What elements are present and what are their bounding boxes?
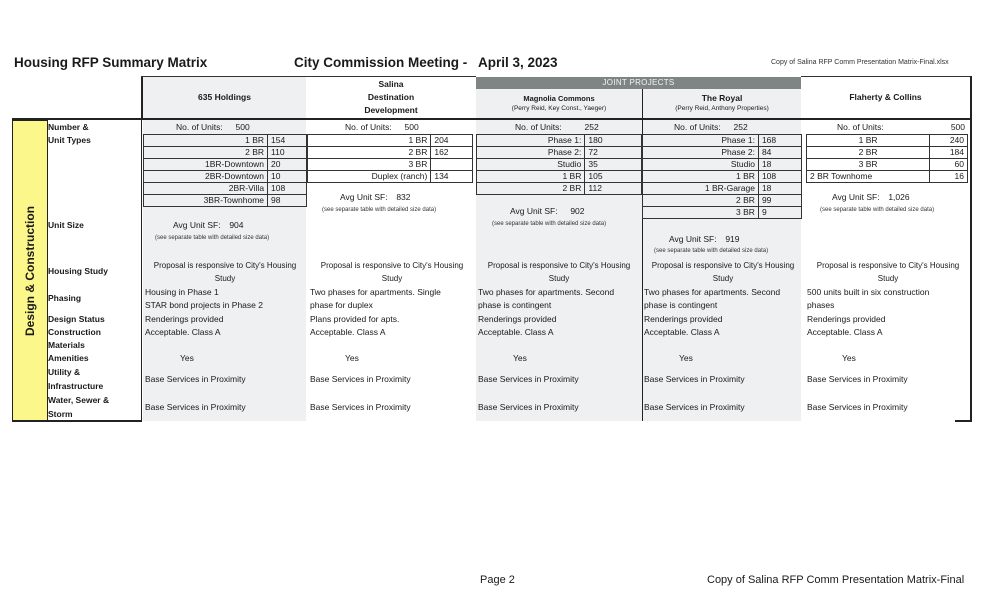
header-filename: Copy of Salina RFP Comm Presentation Matrix-Final.xlsx — [771, 59, 949, 66]
housing-study-cell — [644, 260, 802, 285]
design-status-cell: Renderings provided — [807, 314, 886, 324]
phasing-cell — [478, 286, 614, 311]
units-total — [674, 121, 748, 133]
unit-type-row — [643, 147, 802, 159]
footer-filename: Copy of Salina RFP Comm Presentation Matrix-Final — [707, 574, 965, 586]
unit-type-row — [807, 159, 968, 171]
unit-type-name: Studio — [643, 159, 759, 171]
unit-type-name: Phase 1: — [643, 135, 759, 147]
unit-type-row — [643, 195, 802, 207]
cell-line: Proposal is responsive to City's Housing — [651, 261, 795, 270]
units-value: 500 — [950, 122, 965, 132]
unit-type-row — [643, 135, 802, 147]
unit-types-table-magnolia — [476, 134, 642, 195]
units-total — [837, 121, 965, 133]
cell-line: phase is contingent — [644, 299, 718, 310]
unit-types-table-635 — [143, 134, 307, 207]
column-header-the-royal — [643, 89, 801, 118]
unit-type-name: 1 BR — [643, 171, 759, 183]
avg-label: Avg Unit SF: — [510, 206, 558, 216]
utility-cell: Base Services in Proximity — [310, 374, 411, 384]
unit-type-name: 1 BR — [144, 135, 268, 147]
avg-unit-sf — [669, 233, 740, 245]
column-partners: (Perry Reid, Anthony Properties) — [675, 105, 769, 112]
amenities-cell: Yes — [513, 353, 527, 363]
unit-type-row — [308, 135, 473, 147]
avg-label: Avg Unit SF: — [669, 234, 717, 244]
unit-type-count: 84 — [758, 147, 801, 159]
section-label: Design & Construction — [23, 205, 37, 337]
units-label: No. of Units: — [674, 122, 721, 132]
unit-type-row — [144, 183, 307, 195]
row-label-water-sewer: Water, Sewer & — [48, 395, 110, 405]
meeting-label: City Commission Meeting - — [294, 55, 468, 70]
size-note: (see separate table with detailed size data) — [155, 235, 270, 241]
unit-type-count: 99 — [758, 195, 801, 207]
row-label-number: Number & — [48, 122, 89, 132]
row-label-construction: Construction — [48, 327, 101, 337]
column-header-flaherty-collins — [801, 77, 970, 118]
column-name: Magnolia Commons — [523, 94, 595, 103]
size-note: (see separate table with detailed size data) — [322, 207, 437, 213]
unit-type-count: 112 — [585, 183, 642, 195]
amenities-cell: Yes — [345, 353, 359, 363]
unit-type-name: 3 BR — [308, 159, 431, 171]
column-name-line: Salina — [378, 79, 404, 89]
avg-label: Avg Unit SF: — [340, 192, 388, 202]
unit-type-count: 20 — [268, 159, 307, 171]
row-label-design-status: Design Status — [48, 314, 105, 324]
cell-line: Proposal is responsive to City's Housing — [320, 261, 464, 270]
unit-type-name: Studio — [477, 159, 585, 171]
unit-type-name: 2BR-Downtown — [144, 171, 268, 183]
cell-line: Study — [877, 273, 899, 283]
unit-type-row — [643, 159, 802, 171]
avg-value: 1,026 — [888, 192, 910, 202]
unit-type-count: 110 — [268, 147, 307, 159]
right-rule — [970, 120, 972, 422]
unit-type-row — [477, 171, 642, 183]
cell-line: Study — [214, 273, 236, 283]
unit-type-row — [807, 147, 968, 159]
row-label-housing-study: Housing Study — [48, 266, 108, 276]
document-title: Housing RFP Summary Matrix — [14, 55, 208, 70]
unit-type-count: 16 — [930, 171, 968, 183]
design-status-cell: Plans provided for apts. — [310, 314, 400, 324]
row-label-materials: Materials — [48, 340, 85, 350]
row-label-utility: Utility & — [48, 367, 81, 377]
housing-study-cell — [478, 260, 640, 285]
divider — [970, 76, 972, 120]
units-total — [345, 121, 419, 133]
utility-cell: Base Services in Proximity — [145, 374, 246, 384]
unit-type-name: Duplex (ranch) — [308, 171, 431, 183]
cell-line: Proposal is responsive to City's Housing — [816, 261, 960, 270]
phasing-cell — [807, 286, 929, 311]
housing-study-cell — [807, 260, 969, 285]
column-header-salina-destination — [306, 77, 476, 118]
cell-line: Study — [381, 273, 403, 283]
unit-type-count: 72 — [585, 147, 642, 159]
construction-cell: Acceptable. Class A — [310, 327, 386, 337]
water-cell: Base Services in Proximity — [478, 402, 579, 412]
unit-type-count: 60 — [930, 159, 968, 171]
phasing-cell — [145, 286, 263, 311]
avg-unit-sf — [510, 205, 585, 217]
cell-line: STAR bond projects in Phase 2 — [145, 299, 263, 310]
unit-type-name: 2 BR — [308, 147, 431, 159]
units-value: 500 — [235, 122, 250, 132]
corner-rule — [955, 420, 972, 422]
cell-line: phase for duplex — [310, 299, 373, 310]
unit-types-table-royal — [642, 134, 802, 219]
construction-cell: Acceptable. Class A — [145, 327, 221, 337]
water-cell: Base Services in Proximity — [644, 402, 745, 412]
water-cell: Base Services in Proximity — [145, 402, 246, 412]
bottom-rule — [12, 420, 142, 422]
unit-type-row — [477, 183, 642, 195]
unit-type-row — [477, 159, 642, 171]
unit-type-row — [643, 183, 802, 195]
unit-type-count: 105 — [585, 171, 642, 183]
units-value: 252 — [733, 122, 748, 132]
unit-type-name: 2 BR — [643, 195, 759, 207]
unit-type-row — [144, 195, 307, 207]
column-header-magnolia-commons — [476, 89, 642, 118]
section-design-construction — [12, 120, 48, 422]
unit-type-row — [807, 171, 968, 183]
housing-study-cell — [145, 260, 305, 285]
phasing-cell — [644, 286, 780, 311]
cell-line: phases — [807, 299, 835, 310]
unit-type-count: 168 — [758, 135, 801, 147]
unit-type-row — [477, 135, 642, 147]
avg-value: 919 — [725, 234, 740, 244]
unit-type-count: 240 — [930, 135, 968, 147]
column-name: Flaherty & Collins — [849, 92, 922, 102]
units-label: No. of Units: — [515, 122, 562, 132]
unit-type-name: 3BR-Townhome — [144, 195, 268, 207]
cell-line: phase is contingent — [478, 299, 552, 310]
units-label: No. of Units: — [345, 122, 392, 132]
unit-types-table-salina — [307, 134, 473, 183]
unit-type-name: Phase 2: — [477, 147, 585, 159]
unit-type-name: 2 BR — [807, 147, 930, 159]
unit-type-count — [431, 159, 473, 171]
avg-value: 832 — [396, 192, 411, 202]
joint-projects-banner: JOINT PROJECTS — [476, 77, 801, 89]
water-cell: Base Services in Proximity — [310, 402, 411, 412]
unit-type-count: 108 — [268, 183, 307, 195]
utility-cell: Base Services in Proximity — [478, 374, 579, 384]
row-label-amenities: Amenities — [48, 353, 89, 363]
unit-type-name: 1 BR-Garage — [643, 183, 759, 195]
unit-type-count: 204 — [431, 135, 473, 147]
unit-type-name: 2 BR — [144, 147, 268, 159]
construction-cell: Acceptable. Class A — [644, 327, 720, 337]
unit-type-count: 154 — [268, 135, 307, 147]
unit-type-name: 2BR-Villa — [144, 183, 268, 195]
cell-line: Two phases for apartments. Second — [644, 287, 781, 297]
unit-type-count: 35 — [585, 159, 642, 171]
unit-type-count: 162 — [431, 147, 473, 159]
unit-type-count: 180 — [585, 135, 642, 147]
unit-type-count: 184 — [930, 147, 968, 159]
unit-type-name: 1 BR — [477, 171, 585, 183]
column-name-line: Development — [364, 105, 418, 115]
housing-study-cell — [310, 260, 474, 285]
amenities-cell: Yes — [180, 353, 194, 363]
utility-cell: Base Services in Proximity — [807, 374, 908, 384]
cell-line: Proposal is responsive to City's Housing — [153, 261, 297, 270]
unit-type-name: Phase 1: — [477, 135, 585, 147]
unit-type-row — [807, 135, 968, 147]
unit-type-row — [144, 135, 307, 147]
column-partners: (Perry Reid, Key Const., Yaeger) — [511, 105, 607, 112]
unit-type-row — [144, 159, 307, 171]
cell-line: Study — [548, 273, 570, 283]
unit-type-row — [144, 171, 307, 183]
avg-unit-sf — [340, 191, 411, 203]
unit-type-count: 9 — [758, 207, 801, 219]
row-label-unit-size: Unit Size — [48, 220, 84, 230]
construction-cell: Acceptable. Class A — [807, 327, 883, 337]
design-status-cell: Renderings provided — [145, 314, 224, 324]
amenities-cell: Yes — [679, 353, 693, 363]
row-label-infrastructure: Infrastructure — [48, 381, 104, 391]
column-header-635-holdings — [143, 77, 306, 118]
units-total — [515, 121, 599, 133]
design-status-cell: Renderings provided — [478, 314, 557, 324]
row-label-unit-types: Unit Types — [48, 135, 91, 145]
unit-type-name: 1 BR — [308, 135, 431, 147]
unit-type-row — [308, 159, 473, 171]
construction-cell: Acceptable. Class A — [478, 327, 554, 337]
unit-type-count: 18 — [758, 159, 801, 171]
unit-type-count: 18 — [758, 183, 801, 195]
cell-line: Two phases for apartments. Single — [310, 287, 441, 297]
amenities-cell: Yes — [842, 353, 856, 363]
unit-type-row — [643, 207, 802, 219]
phasing-cell — [310, 286, 441, 311]
units-label: No. of Units: — [837, 122, 884, 132]
unit-type-name: 2 BR Townhome — [807, 171, 930, 183]
unit-type-name: 3 BR — [807, 159, 930, 171]
unit-type-row — [144, 147, 307, 159]
unit-type-count: 108 — [758, 171, 801, 183]
avg-unit-sf — [832, 191, 910, 203]
column-name-line: Destination — [367, 92, 415, 102]
header-bottom-rule — [12, 118, 972, 120]
units-value: 252 — [584, 122, 599, 132]
avg-value: 902 — [570, 206, 585, 216]
units-total — [176, 121, 250, 133]
cell-line: Housing in Phase 1 — [145, 287, 219, 297]
avg-label: Avg Unit SF: — [173, 220, 221, 230]
meeting-date: April 3, 2023 — [478, 55, 558, 70]
unit-type-name: 3 BR — [643, 207, 759, 219]
unit-type-name: Phase 2: — [643, 147, 759, 159]
unit-type-row — [477, 147, 642, 159]
row-label-storm: Storm — [48, 409, 73, 419]
unit-type-name: 1BR-Downtown — [144, 159, 268, 171]
unit-type-count: 10 — [268, 171, 307, 183]
units-label: No. of Units: — [176, 122, 223, 132]
cell-line: Proposal is responsive to City's Housing — [487, 261, 631, 270]
size-note: (see separate table with detailed size data) — [820, 207, 935, 213]
unit-type-row — [308, 147, 473, 159]
cell-line: Study — [712, 273, 734, 283]
unit-type-count: 98 — [268, 195, 307, 207]
units-value: 500 — [404, 122, 419, 132]
water-cell: Base Services in Proximity — [807, 402, 908, 412]
cell-line: Two phases for apartments. Second — [478, 287, 615, 297]
avg-unit-sf — [173, 219, 244, 231]
design-status-cell: Renderings provided — [644, 314, 723, 324]
page-number: Page 2 — [480, 574, 515, 586]
size-note: (see separate table with detailed size data) — [654, 248, 769, 254]
unit-type-row — [308, 171, 473, 183]
unit-types-table-flaherty — [806, 134, 968, 183]
cell-line: 500 units built in six construction — [807, 287, 930, 297]
column-name: 635 Holdings — [198, 92, 251, 102]
avg-label: Avg Unit SF: — [832, 192, 880, 202]
unit-type-row — [643, 171, 802, 183]
column-name: The Royal — [701, 93, 743, 103]
utility-cell: Base Services in Proximity — [644, 374, 745, 384]
row-label-phasing: Phasing — [48, 293, 82, 303]
size-note: (see separate table with detailed size data) — [492, 221, 607, 227]
avg-value: 904 — [229, 220, 244, 230]
unit-type-name: 2 BR — [477, 183, 585, 195]
unit-type-count: 134 — [431, 171, 473, 183]
unit-type-name: 1 BR — [807, 135, 930, 147]
